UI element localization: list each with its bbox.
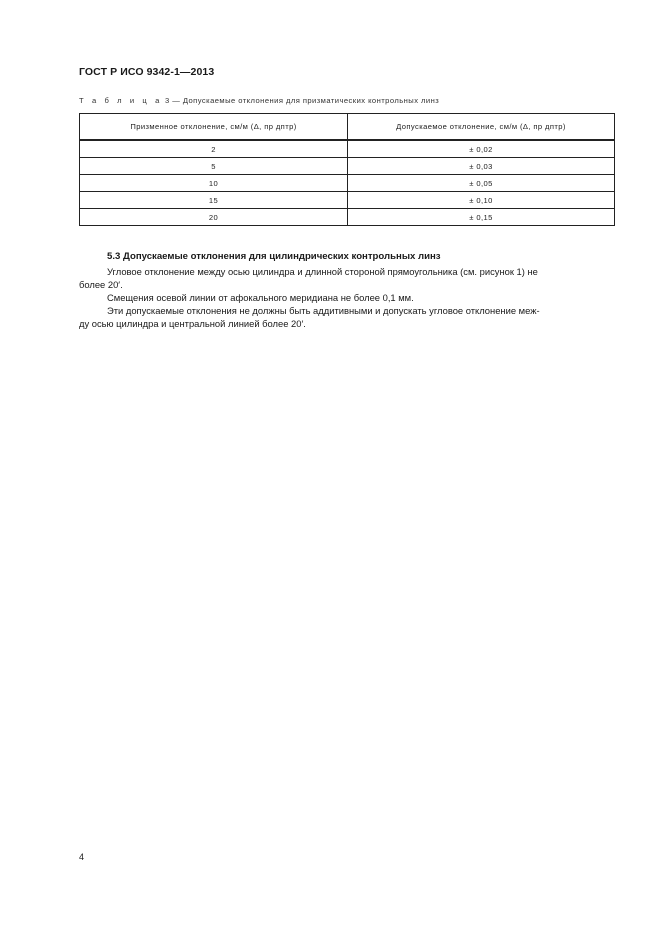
- paragraph-line: более 20′.: [79, 279, 123, 290]
- table-cell: 10: [80, 175, 348, 192]
- table-row: [80, 192, 615, 209]
- paragraph-angular-deviation: [79, 265, 615, 291]
- table-cell: ± 0,05: [348, 175, 615, 192]
- table-cell: ± 0,02: [348, 140, 615, 158]
- table-caption-text: 3 — Допускаемые отклонения для призматических контрольных линз: [162, 96, 440, 105]
- section-title: 5.3 Допускаемые отклонения для цилиндрических контрольных линз: [107, 251, 441, 262]
- table-cell: 2: [80, 140, 348, 158]
- paragraph-line: Угловое отклонение между осью цилиндра и длинной стороной прямоугольника (см. рисунок 1) не: [107, 266, 538, 277]
- document-header: ГОСТ Р ИСО 9342-1—2013: [79, 66, 215, 78]
- tolerance-table: [79, 113, 615, 226]
- table-caption-prefix: Т а б л и ц а: [79, 96, 163, 105]
- page-number: 4: [79, 852, 85, 862]
- table-row: [80, 209, 615, 226]
- table-row: [80, 158, 615, 175]
- paragraph-line: Смещения осевой линии от афокального меридиана не более 0,1 мм.: [107, 292, 414, 303]
- table-row: [80, 175, 615, 192]
- table-row: [80, 140, 615, 158]
- table-caption: [79, 96, 439, 105]
- paragraph-non-additive: [79, 304, 615, 330]
- paragraph-axis-offset: [79, 291, 615, 304]
- table-cell: ± 0,10: [348, 192, 615, 209]
- table-cell: ± 0,03: [348, 158, 615, 175]
- table-cell: 15: [80, 192, 348, 209]
- table-header-row: [80, 114, 615, 141]
- table-cell: ± 0,15: [348, 209, 615, 226]
- paragraph-line: ду осью цилиндра и центральной линией более 20′.: [79, 318, 306, 329]
- column-header-tolerance: Допускаемое отклонение, см/м (Δ, пр дптр): [348, 114, 615, 141]
- table-cell: 5: [80, 158, 348, 175]
- table-cell: 20: [80, 209, 348, 226]
- paragraph-line: Эти допускаемые отклонения не должны быть аддитивными и допускать угловое отклонение меж-: [107, 305, 540, 316]
- column-header-prism-deviation: Призменное отклонение, см/м (Δ, пр дптр): [80, 114, 348, 141]
